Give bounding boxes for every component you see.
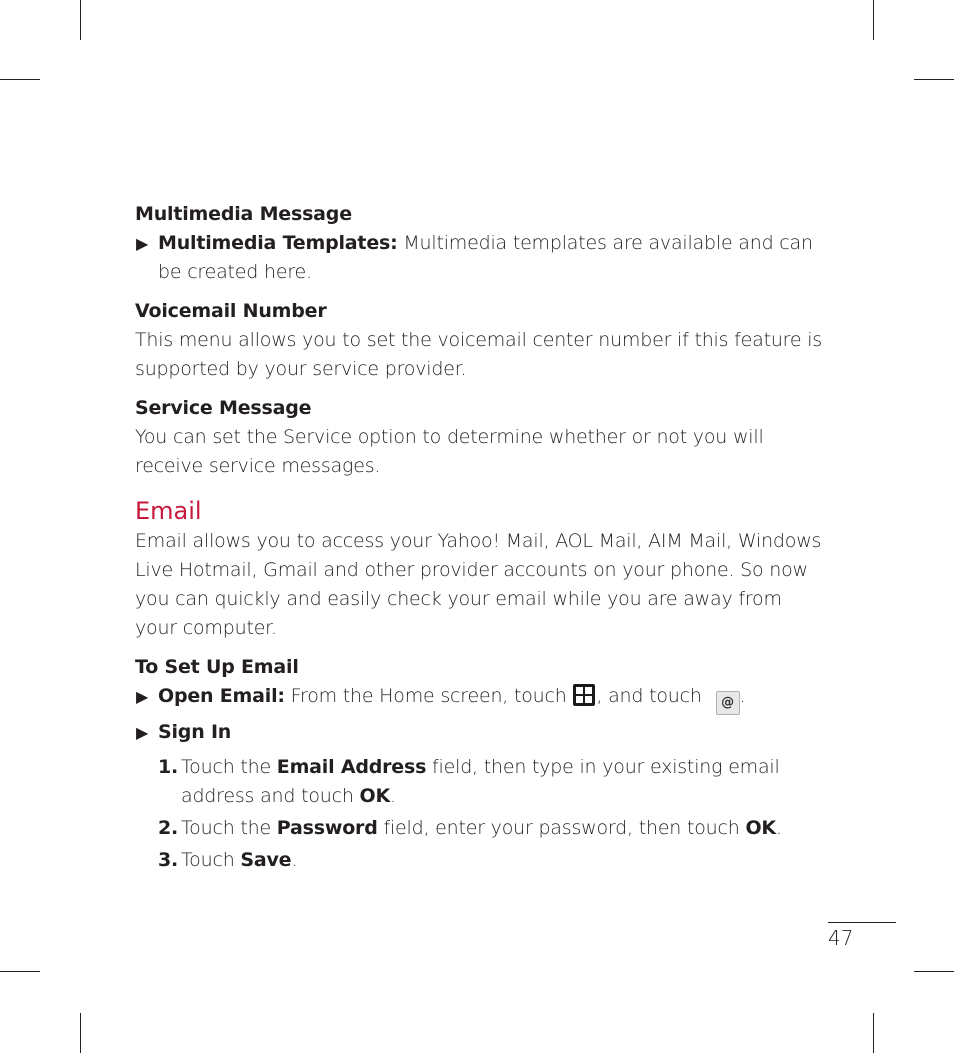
step-number: 2. <box>158 817 179 839</box>
triangle-bullet-icon: ▶ <box>136 723 149 742</box>
crop-mark <box>914 79 954 80</box>
page-content <box>135 200 825 875</box>
step-bold: OK <box>745 817 776 839</box>
step-bold: Save <box>240 849 292 871</box>
step-text: . <box>390 785 396 807</box>
page-number: 47 <box>828 922 896 950</box>
mms-templates-label: Multimedia Templates: <box>158 232 398 254</box>
service-text-line1: You can set the Service option to determine whether or not you will <box>135 426 764 448</box>
crop-mark <box>914 971 954 972</box>
open-email-text: , and touch <box>596 685 708 707</box>
email-app-icon: @ <box>716 691 740 715</box>
step-text: Touch the <box>181 817 277 839</box>
voicemail-heading: Voicemail Number <box>135 300 327 322</box>
voicemail-text: This menu allows you to set the voicemail center number if this feature is supported by your service provider. <box>135 329 822 380</box>
step-item <box>135 753 825 811</box>
step-text: . <box>291 849 298 871</box>
sign-in-item <box>135 718 825 747</box>
service-text-line2: receive service messages. <box>135 455 381 477</box>
email-title: Email <box>135 497 202 525</box>
crop-mark <box>0 79 40 80</box>
mms-templates-text: Multimedia templates are available and can be created here. <box>158 232 813 283</box>
open-email-text: From the Home screen, touch <box>284 685 573 707</box>
crop-mark <box>80 1013 81 1053</box>
crop-mark <box>873 0 874 40</box>
step-bold: Password <box>276 817 378 839</box>
setup-heading: To Set Up Email <box>135 656 299 678</box>
step-item <box>135 846 825 875</box>
step-item <box>135 814 825 843</box>
mms-heading: Multimedia Message <box>135 203 352 225</box>
mms-templates-item <box>135 229 825 287</box>
step-text: field, then type in your existing email address and touch <box>181 756 780 807</box>
triangle-bullet-icon: ▶ <box>136 687 149 706</box>
apps-grid-icon <box>573 684 595 706</box>
step-text: field, enter your password, then touch <box>377 817 746 839</box>
crop-mark <box>80 0 81 40</box>
step-text: Touch the <box>181 756 277 778</box>
open-email-text: . <box>739 685 746 707</box>
open-email-item <box>135 682 825 715</box>
triangle-bullet-icon: ▶ <box>136 234 149 253</box>
open-email-label: Open Email: <box>158 685 285 707</box>
sign-in-label: Sign In <box>158 721 232 743</box>
crop-mark <box>873 1013 874 1053</box>
step-text: Touch <box>181 849 241 871</box>
step-number: 3. <box>158 849 179 871</box>
crop-mark <box>0 971 40 972</box>
email-text: Email allows you to access your Yahoo! Mail, AOL Mail, AIM Mail, Windows Live Hotmail, Gmail and other provider accounts on your phone. So now you can quickly and easily check your email while you are away from your computer. <box>135 530 822 639</box>
step-bold: OK <box>359 785 390 807</box>
step-text: . <box>775 817 782 839</box>
step-bold: Email Address <box>276 756 427 778</box>
service-heading: Service Message <box>135 397 312 419</box>
step-number: 1. <box>158 756 179 778</box>
